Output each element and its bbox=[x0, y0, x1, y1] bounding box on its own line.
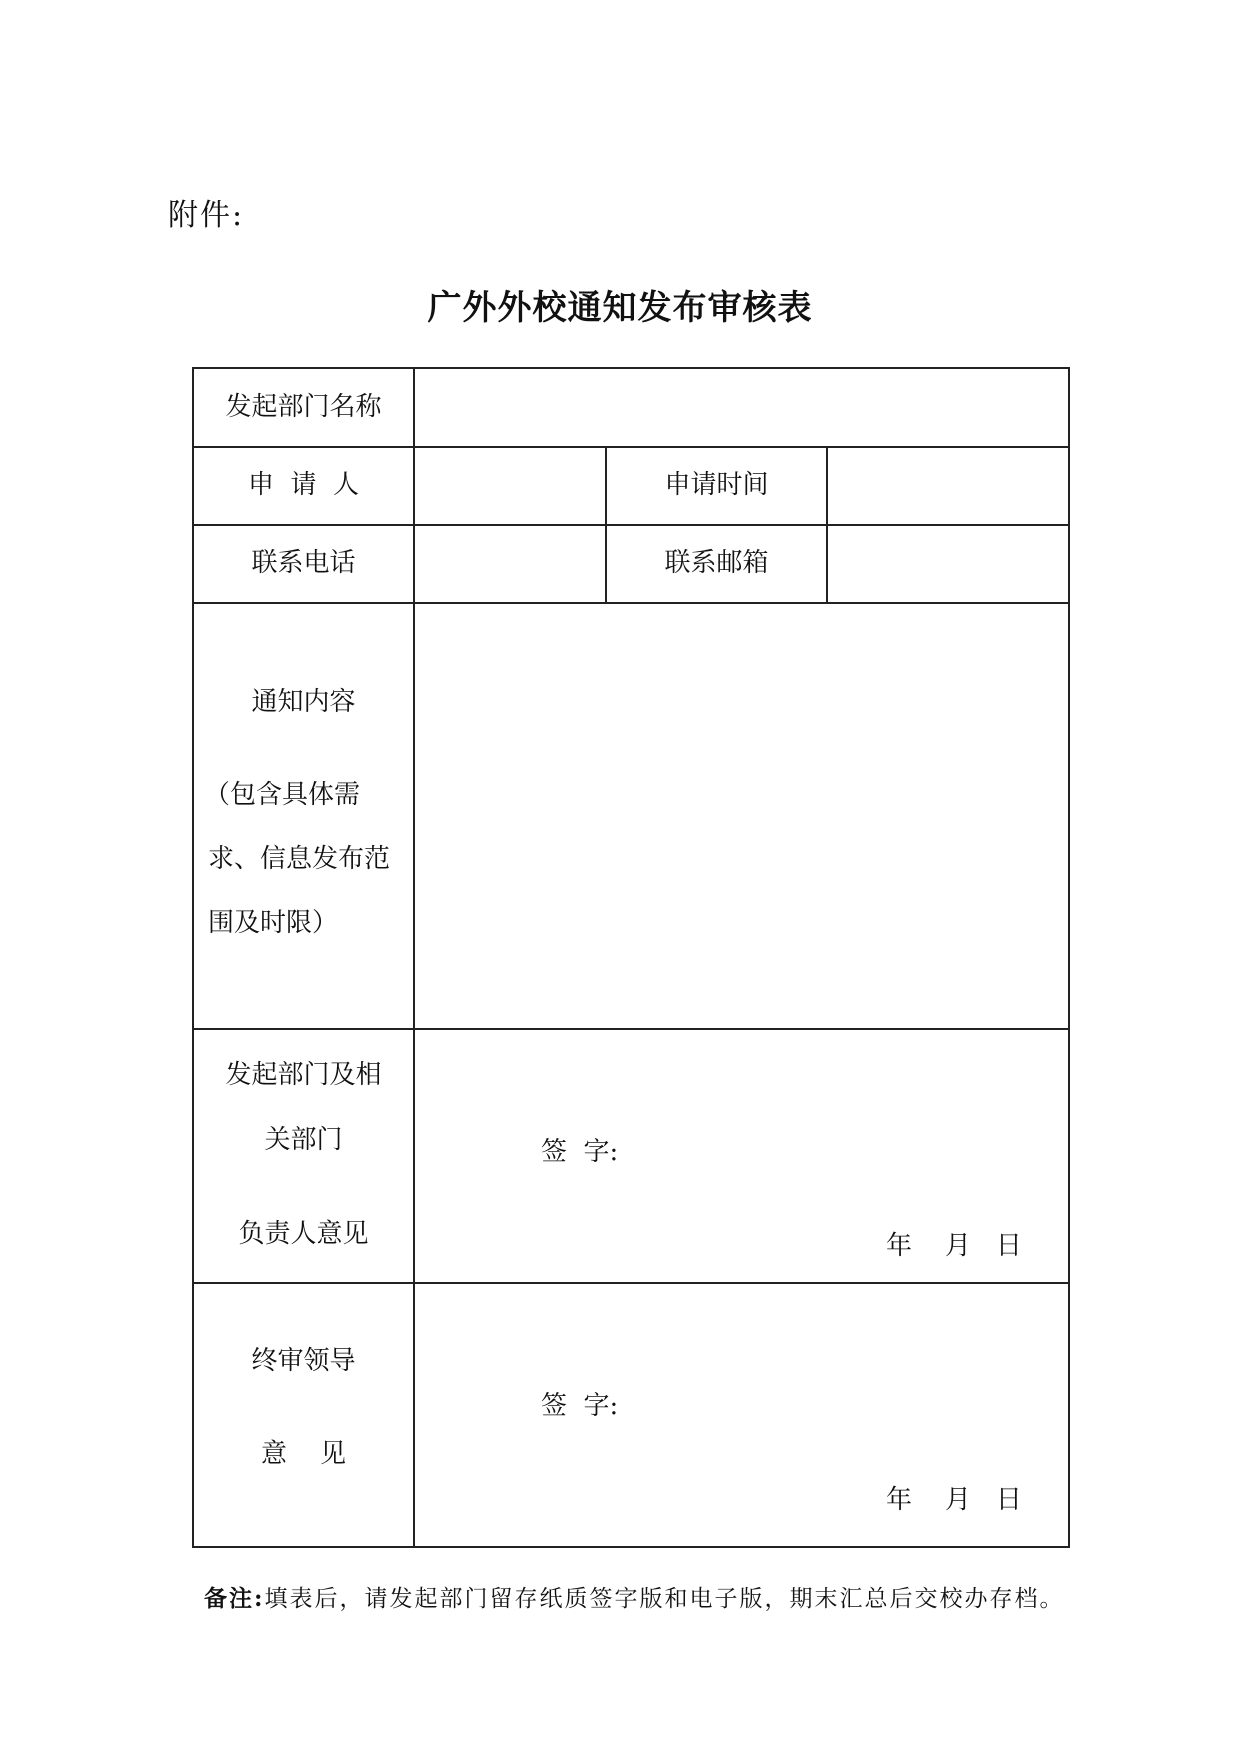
email-label: 联系邮箱 bbox=[664, 548, 769, 578]
content-hint-line: （包含具体需 bbox=[204, 780, 361, 810]
signature-label: 签 字: bbox=[541, 1137, 619, 1167]
page-title: 广外外校通知发布审核表 bbox=[427, 288, 813, 328]
apply-time-label: 申请时间 bbox=[664, 470, 769, 500]
note-text: 填表后，请发起部门留存纸质签字版和电子版，期末汇总后交校办存档。 bbox=[264, 1586, 1065, 1612]
attachment-label: 附件: bbox=[168, 198, 245, 233]
phone-label: 联系电话 bbox=[251, 548, 356, 578]
dept-name-label: 发起部门名称 bbox=[225, 392, 382, 422]
content-hint-line: 围及时限） bbox=[208, 908, 339, 938]
final-approval-label-line: 意 见 bbox=[260, 1439, 347, 1469]
phone-field[interactable] bbox=[415, 526, 605, 602]
dept-opinion-label-line: 负责人意见 bbox=[238, 1219, 369, 1249]
applicant-field[interactable] bbox=[415, 448, 605, 524]
footer-note bbox=[204, 1580, 1065, 1613]
date-label: 年 月 日 bbox=[886, 1231, 1022, 1261]
dept-name-field[interactable] bbox=[415, 369, 1068, 446]
applicant-label: 申 请 人 bbox=[247, 470, 360, 500]
column-divider bbox=[605, 446, 607, 602]
email-field[interactable] bbox=[828, 526, 1068, 602]
note-label: 备注: bbox=[204, 1585, 265, 1612]
content-label: 通知内容 bbox=[251, 687, 356, 717]
content-hint-line: 求、信息发布范 bbox=[208, 844, 391, 874]
date-label: 年 月 日 bbox=[886, 1485, 1022, 1515]
apply-time-field[interactable] bbox=[828, 448, 1068, 524]
signature-label: 签 字: bbox=[541, 1391, 619, 1421]
final-approval-label-line: 终审领导 bbox=[251, 1346, 356, 1376]
content-field[interactable] bbox=[415, 604, 1068, 1028]
dept-opinion-label-line: 关部门 bbox=[264, 1125, 343, 1155]
review-form-table bbox=[192, 367, 1070, 1548]
dept-opinion-label-line: 发起部门及相 bbox=[225, 1060, 382, 1090]
